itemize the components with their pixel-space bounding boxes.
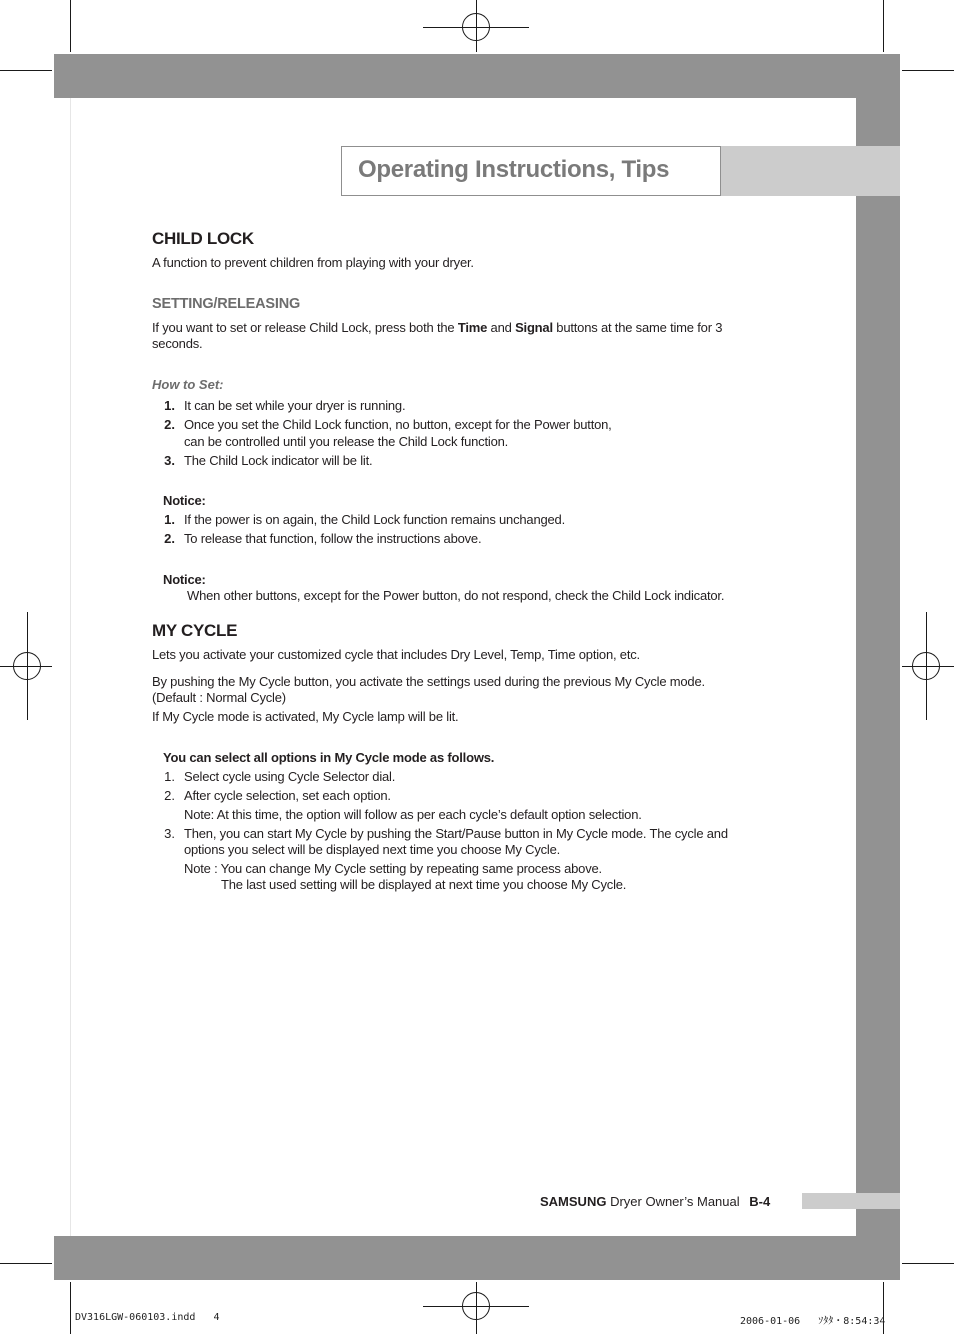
crop-mark <box>902 1263 954 1264</box>
right-frame-bar <box>856 54 900 1280</box>
setting-text: and <box>487 320 516 335</box>
setting-paragraph-line2: seconds. <box>152 336 203 351</box>
list-item: Then, you can start My Cycle by pushing the Start/Pause button in My Cycle mode. The cycle and <box>184 826 728 841</box>
list-number: 2. <box>164 531 175 546</box>
left-margin-rule <box>70 98 71 1236</box>
list-number: 3. <box>164 453 175 468</box>
registration-circle <box>462 13 490 41</box>
child-lock-heading: CHILD LOCK <box>152 229 254 248</box>
list-item-continued: can be controlled until you release the Child Lock function. <box>184 434 509 449</box>
setting-text: If you want to set or release Child Lock, press both the <box>152 320 458 335</box>
my-cycle-default: (Default : Normal Cycle) <box>152 690 286 705</box>
crop-mark <box>0 1263 52 1264</box>
footer-tab <box>802 1193 900 1209</box>
bottom-frame-bar <box>54 1236 900 1280</box>
setting-paragraph <box>152 320 792 336</box>
my-cycle-paragraph: By pushing the My Cycle button, you activate the settings used during the previous My Cycle mode. <box>152 674 705 689</box>
setting-text: buttons at the same time for 3 <box>552 320 723 335</box>
list-item: After cycle selection, set each option. <box>184 788 391 803</box>
my-cycle-lamp-text: If My Cycle mode is activated, My Cycle lamp will be lit. <box>152 709 459 724</box>
my-cycle-intro: Lets you activate your customized cycle that includes Dry Level, Temp, Time option, etc. <box>152 647 640 662</box>
list-number: 2. <box>164 417 175 432</box>
crop-mark <box>70 0 71 52</box>
child-lock-intro: A function to prevent children from playing with your dryer. <box>152 255 474 270</box>
footer-manual: Dryer Owner’s Manual <box>606 1194 740 1209</box>
setting-heading: SETTING/RELEASING <box>152 296 301 312</box>
list-item: The Child Lock indicator will be lit. <box>184 453 373 468</box>
title-tab <box>721 146 900 196</box>
title-box <box>341 146 721 196</box>
signal-button-name: Signal <box>515 320 553 335</box>
list-item: If the power is on again, the Child Lock function remains unchanged. <box>184 512 565 527</box>
footer-page-number: B-4 <box>749 1194 771 1209</box>
list-item: To release that function, follow the instructions above. <box>184 531 482 546</box>
list-item: It can be set while your dryer is running. <box>184 398 406 413</box>
print-timestamp: 2006-01-06 ｿﾀﾀ・8:54:34 <box>740 1316 886 1327</box>
list-item-note: Note: At this time, the option will follow as per each cycle’s default option selection. <box>184 807 642 822</box>
list-number: 3. <box>164 826 175 841</box>
footer-brand: SAMSUNG <box>540 1194 607 1209</box>
crop-mark <box>0 70 52 71</box>
registration-circle <box>462 1292 490 1320</box>
page-title: Operating Instructions, Tips <box>358 156 670 183</box>
crop-mark <box>902 70 954 71</box>
footer-text <box>540 1194 770 1209</box>
list-number: 2. <box>164 788 175 803</box>
print-file-name: DV316LGW-060103.indd 4 <box>75 1312 220 1323</box>
registration-circle <box>13 652 41 680</box>
list-item-note: Note : You can change My Cycle setting by repeating same process above. <box>184 861 602 876</box>
list-item: Select cycle using Cycle Selector dial. <box>184 769 396 784</box>
my-cycle-heading: MY CYCLE <box>152 621 238 640</box>
list-item: Once you set the Child Lock function, no button, except for the Power button, <box>184 417 612 432</box>
list-number: 1. <box>164 512 175 527</box>
notice-label: Notice: <box>163 572 206 587</box>
crop-mark <box>70 1282 71 1334</box>
crop-mark <box>883 0 884 52</box>
registration-circle <box>912 652 940 680</box>
notice-text: When other buttons, except for the Power button, do not respond, check the Child Lock indicator. <box>187 588 725 603</box>
list-number: 1. <box>164 398 175 413</box>
top-frame-bar <box>54 54 900 98</box>
time-button-name: Time <box>457 320 488 335</box>
list-item-continued: options you select will be displayed next time you choose My Cycle. <box>184 842 561 857</box>
notice-label: Notice: <box>163 493 206 508</box>
list-item-note-continued: The last used setting will be displayed at next time you choose My Cycle. <box>221 877 627 892</box>
options-label: You can select all options in My Cycle mode as follows. <box>163 750 495 765</box>
how-to-label: How to Set: <box>152 377 224 392</box>
left-frame-strip <box>54 54 70 98</box>
list-number: 1. <box>164 769 175 784</box>
